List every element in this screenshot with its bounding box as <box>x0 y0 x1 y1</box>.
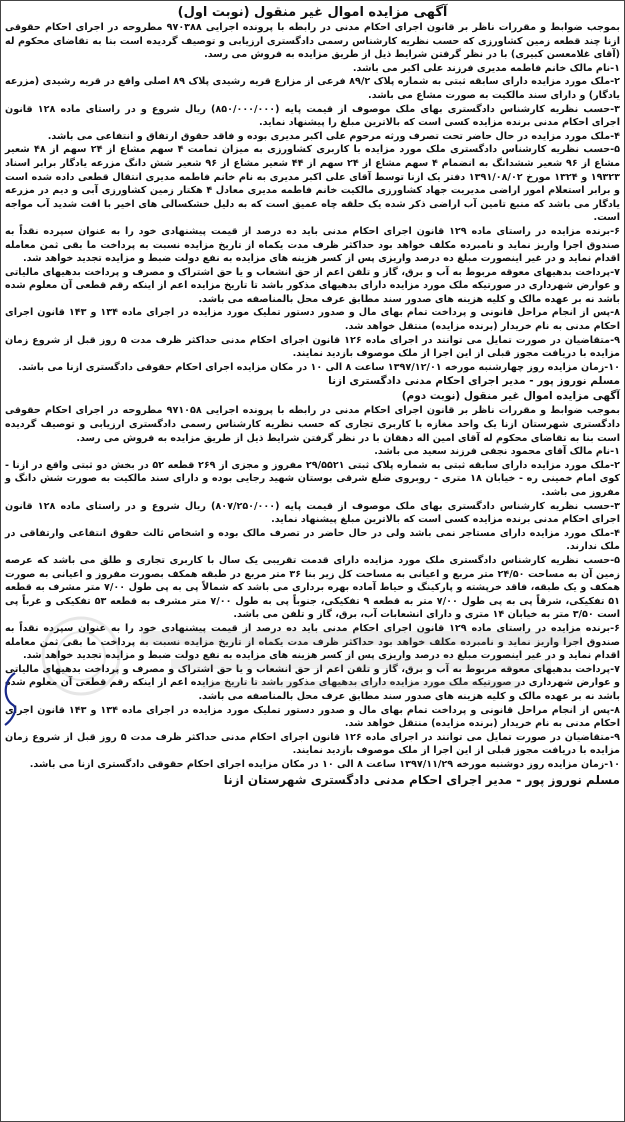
first-notice-item-4: ۴-ملک مورد مزایده در حال حاضر تحت تصرف ورثه مرحوم علی اکبر مدیری بوده و فاقد حقوق ارتفاق و انتفاعی می باشد. <box>47 130 620 142</box>
first-notice-intro: بموجب ضوابط و مقررات ناظر بر قانون اجرای احکام مدنی در رابطه با پرونده اجرایی ۹۷۰۳۸۸ مطروحه در اجرای احکام حقوقی ازنا چند قطعه زمین کشاورزی که حسب نظریه کارشناس رسمی دادگستری ارزیابی و توصیف گردیده است بنا به تقاضای محکوم له (آقای غلامعسن کبیری) با در نظر گرفتن شرایط ذیل از طریق مزایده به فروش می رسد. <box>5 22 620 61</box>
second-notice-item-4: ۴-ملک مورد مزایده دارای مستاجر نمی باشد ولی در حال حاضر در تصرف مالک بوده و اشخاص ثالث حقوق انتفاعی وارتفاقی در ملک ندارند. <box>5 527 620 553</box>
second-notice-intro: بموجب ضوابط و مقررات ناظر بر قانون اجرای احکام مدنی در رابطه با پرونده اجرایی ۹۷۱۰۵۸ مطروحه در اجرای احکام حقوقی دادگستری شهرستان ازنا یک واحد مغازه با کاربری تجاری که حسب نظریه کارشناس رسمی دادگستری ارزیابی و توصیف گردیده است بنا به تقاضای محکوم له آقای امین اله دهقان با در نظر گرفتن شرایط ذیل از طریق مزایده به فروش می رسد. <box>5 405 620 444</box>
first-notice-item-9: ۹-متقاضیان در صورت تمایل می توانند در اجرای ماده ۱۲۶ قانون اجرای احکام مدنی حداکثر ظرف مدت ۵ روز قبل از شروع زمان مزایده با دریافت مجوز قبلی از این اجرا از ملک موصوف بازدید نمایند. <box>5 334 620 360</box>
second-notice-item-2: ۲-ملک مورد مزایده دارای سابقه ثبتی به شماره پلاک ثبتی ۲۹/۵۵۲۱ مفروز و مجزی از ۲۶۹ قطعه ۵۲ در بخش دو ثبتی واقع در ازنا - کوی امام خمینی ره - خیابان ۱۸ متری - روبروی ضلع شرقی بوستان شهید رجایی بوده و دارای سند مالکیت به صورت شش دانگ و مفروز می باشد. <box>5 459 620 498</box>
first-notice-item-8: ۸-پس از انجام مراحل قانونی و پرداخت تمام بهای مال و صدور دستور تملیک مورد مزایده در اجرای ماده ۱۳۴ و ۱۴۳ قانون اجرای احکام مدنی به نام خریدار (برنده مزایده) منتقل خواهد شد. <box>5 307 620 333</box>
first-notice-signature: مسلم نوروز پور - مدیر اجرای احکام مدنی دادگستری ازنا <box>328 375 620 388</box>
second-notice-item-7: ۷-پرداخت بدهیهای معوقه مربوط به آب و برق، گاز و تلفن اعم از حق انشعاب و یا حق اشتراک و مصرف و پرداخت بدهیهای مالیاتی و عوارض شهرداری در صورتیکه ملک مورد مزایده دارای بدهیهای مذکور باشد تا تاریخ مزایده اعم از اینکه رقم قطعی آن معلوم شده باشد نه بر عهده مالک و کلیه هزینه های صدور سند مطابق عرف محل بالمناصفه می باشد. <box>5 663 620 702</box>
first-notice-title: آگهی مزایده اموال غیر منقول (نوبت اول) <box>177 5 448 20</box>
first-notice <box>5 4 620 389</box>
first-notice-item-2: ۲-ملک مورد مزایده دارای سابقه ثبتی به شماره پلاک ۸۹/۲ فرعی از مزارع قریه رشیدی پلاک ۸۹ اصلی واقع در قریه رشیدی (مزرعه یادگار) و دارای سند مالکیت به صورت مشاع می باشد. <box>5 76 620 101</box>
second-notice-signature: مسلم نوروز پور - مدیر اجرای احکام مدنی دادگستری شهرستان ازنا <box>223 773 620 788</box>
pen-mark-icon <box>1 669 19 729</box>
second-notice-title: آگهی مزایده اموال غیر منقول (نوبت دوم) <box>401 390 620 403</box>
second-notice <box>5 389 620 789</box>
second-notice-item-6: ۶-برنده مزایده در راستای ماده ۱۲۹ قانون اجرای احکام مدنی باید ده درصد از قیمت پیشنهادی خود را به عنوان سپرده نقداً به صندوق اجرا واریز نماید و نامبرده مکلف خواهد بود حداکثر ظرف مدت یکماه از تاریخ مزایده نسبت به پرداخت ما بقی ثمن معامله اقدام نماید و در غیر اینصورت مبلغ ده درصد واریزی پس از کسر هزینه های مزایده به نفع دولت ضبط و مزایده تجدید خواهد شد. <box>5 622 621 662</box>
first-notice-item-6: ۶-برنده مزایده در راستای ماده ۱۲۹ قانون اجرای احکام مدنی باید ده درصد از قیمت پیشنهادی خود را به عنوان سپرده نقداً به صندوق اجرا واریز نماید و نامبرده مکلف خواهد بود حداکثر ظرف مدت یکماه از تاریخ مزایده نسبت به پرداخت ما بقی ثمن معامله اقدام نماید و در غیر اینصورت مبلغ ده درصد واریزی پس از کسر هزینه های مزایده به نفع دولت ضبط و مزایده تجدید خواهد شد. <box>5 225 621 265</box>
second-notice-item-3: ۳-حسب نظریه کارشناس دادگستری بهای ملک موصوف از قیمت پایه (۸۰۷/۲۵۰/۰۰۰) ریال شروع و در راستای ماده ۱۲۸ قانون اجرای احکام مدنی برنده مزایده کسی است که بالاترین مبلغ پیشنهاد نماید. <box>5 500 620 526</box>
first-notice-item-5: ۵-حسب نظریه کارشناس دادگستری ملک مورد مزایده با کاربری کشاورزی به میزان تمامت ۴ سهم مشاع از ۲۴ سهم از ۴۸ شعیر مشاع از ۹۶ شعیر ششدانگ به انضمام ۴ سهم مشاع از ۲۴ سهم از ۴۴ شعیر مشاع از ۹۶ شعیر شش دانگ مزرعه یادگار برابر اسناد ۱۹۳۲۳ و ۱۳۲۴ مورخ ۱۳۹۱/۰۸/۰۲ دفتر یک ازنا توسط آقای علی اکبر مدیری به نام خانم فاطمه مدیری انتقال قطعی داده شده است و برابر استعلام امور اراضی مدیریت جهاد کشاورزی مالکیت خانم فاطمه مدیری معادل ۴ هکتار زمین کشاورزی آبی و دیم در مزرعه یادگار می باشد که منبع تامین آب اراضی ذکر شده یک حلقه چاه عمیق است که به دلیل خشکسالی های اخیر با افت شدید آب مواجه است. <box>5 144 621 224</box>
first-notice-item-10: ۱۰-زمان مزایده روز چهارشنبه مورخه ۱۳۹۷/۱۲/۰۱ ساعت ۸ الی ۱۰ در مکان مزایده اجرای احکام حقوقی دادگستری ازنا می باشد. <box>18 361 620 373</box>
second-notice-item-8: ۸-پس از انجام مراحل قانونی و پرداخت تمام بهای مال و صدور دستور تملیک مورد مزایده در اجرای ماده ۱۳۴ و ۱۴۳ قانون اجرای احکام مدنی به نام خریدار (برنده مزایده) منتقل خواهد شد. <box>5 704 620 730</box>
first-notice-item-1: ۱-نام مالک خانم فاطمه مدیری فرزند علی اکبر می باشد. <box>352 62 620 74</box>
second-notice-item-10: ۱۰-زمان مزایده روز دوشنبه مورخه ۱۳۹۷/۱۱/۲۹ ساعت ۸ الی ۱۰ در مکان مزایده اجرای احکام حقوقی دادگستری ازنا می باشد. <box>29 758 620 770</box>
first-notice-item-3: ۳-حسب نظریه کارشناس دادگستری بهای ملک موصوف از قیمت پایه (۸۵۰/۰۰۰/۰۰۰) ریال شروع و در راستای ماده ۱۲۸ قانون اجرای احکام مدنی برنده مزایده کسی است که بالاترین مبلغ را پیشنهاد نماید. <box>5 103 620 129</box>
second-notice-item-9: ۹-متقاضیان در صورت تمایل می توانند در اجرای ماده ۱۲۶ قانون اجرای احکام مدنی حداکثر ظرف مدت ۵ روز قبل از شروع زمان مزایده با دریافت مجوز قبلی از این اجرا از ملک موصوف بازدید نمایند. <box>5 731 620 757</box>
first-notice-item-7: ۷-پرداخت بدهیهای معوقه مربوط به آب و برق، گاز و تلفن اعم از حق انشعاب و یا حق اشتراک و مصرف و پرداخت بدهیهای مالیاتی و عوارض شهرداری در صورتیکه ملک مورد مزایده دارای بدهیهای مذکور باشد تا تاریخ مزایده اعم از اینکه رقم قطعی آن معلوم شده باشد نه بر عهده مالک و کلیه هزینه های صدور سند مطابق عرف محل بالمناصفه می باشد. <box>5 266 620 305</box>
second-notice-item-1: ۱-نام مالک آقای محمود نجفی فرزند سعید می باشد. <box>374 446 620 458</box>
second-notice-item-5: ۵-حسب نظریه کارشناس دادگستری ملک مورد مزایده دارای قدمت تقریبی یک سال با کاربری تجاری و طلق می باشد که عرصه زمین آن به مساحت ۲۴/۵۰ متر مربع و اعیانی به مساحت کل زیر بنا ۳۶ متر مربع در طبقه همکف بصورت مفروز و اعیانی به صورت همکف و یک طبقه، فاقد خرپشته و پارکینگ و حیاط آماده بهره برداری می باشد که شمالاً پی به پی طول ۷/۰۰ متر مشرف به قطعه ۵۱ تفکیکی، شرقاً پی به پی طول ۷/۰۰ متر به قطعه ۹ تفکیکی، جنوباً پی به طول ۷/۰۰ متر مشرف به قطعه ۵۳ تفکیکی و غرباً پی است ۳/۵۰ متر به خیابان ۱۴ متری و دارای انشعابات آب، برق، گاز و تلفن می باشد. <box>5 554 620 621</box>
